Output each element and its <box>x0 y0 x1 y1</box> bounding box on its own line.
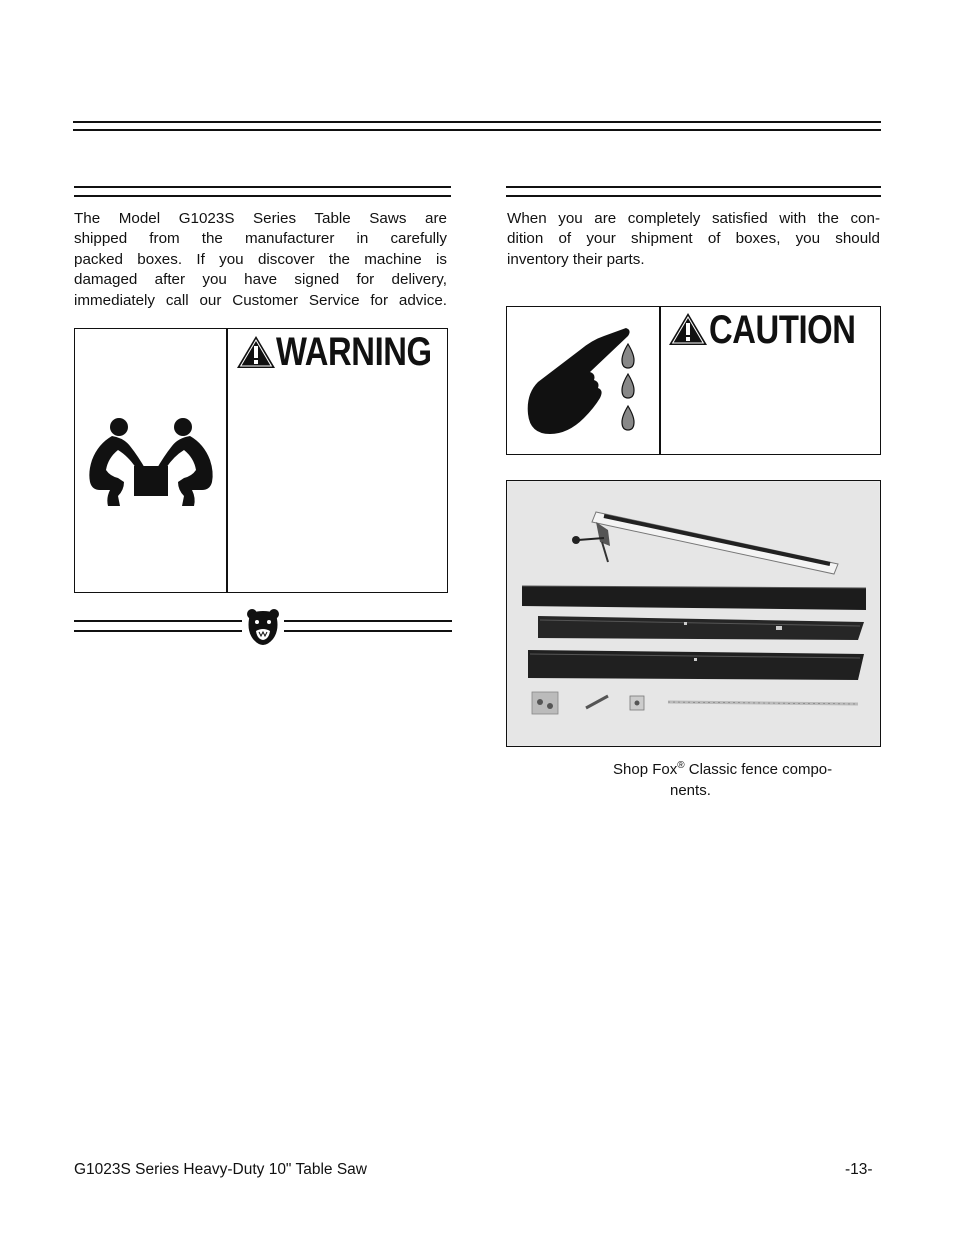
text-line: dition of your shipment of boxes, you should <box>507 230 880 248</box>
text-line: inventory their parts. <box>507 250 645 268</box>
page-number: -13- <box>845 1161 873 1178</box>
left-section-rule <box>74 186 451 188</box>
section-end-rule-right <box>284 620 452 622</box>
text-line: When you are completely satisfied with the con- <box>507 210 880 227</box>
bear-logo-icon <box>245 607 281 647</box>
section-end-rule-left <box>74 620 242 622</box>
fence-components-photo <box>508 482 879 745</box>
text-line: packed boxes. If you discover the machine is <box>74 250 447 268</box>
section-end-rule-right-2 <box>284 630 452 632</box>
hand-fluid-drops-icon <box>524 324 644 440</box>
caution-triangle-icon <box>667 311 709 347</box>
text-line: damaged after you have signed for delivery, <box>74 271 447 289</box>
figure-caption <box>613 755 873 801</box>
left-section-rule-2 <box>74 195 451 197</box>
warning-box-divider <box>226 328 228 593</box>
figure-caption-line-1 <box>613 755 873 780</box>
right-intro-paragraph <box>507 209 880 270</box>
header-rule-thick <box>73 121 881 123</box>
text-line: shipped from the manufacturer in carefully <box>74 230 447 248</box>
warning-label: WARNING <box>276 330 432 374</box>
right-section-rule <box>506 186 881 188</box>
right-section-rule-2 <box>506 195 881 197</box>
left-intro-paragraph <box>74 209 447 311</box>
registered-mark: ® <box>677 760 685 771</box>
text-line: immediately call our Customer Service for advice. <box>74 291 447 309</box>
header-rule-thin <box>73 129 881 131</box>
footer-title: G1023S Series Heavy-Duty 10" Table Saw <box>74 1161 367 1178</box>
caption-text: Classic fence compo- <box>684 761 833 778</box>
text-line: The Model G1023S Series Table Saws are <box>74 210 447 227</box>
caution-label: CAUTION <box>709 308 856 352</box>
caption-brand: Shop Fox <box>613 761 678 778</box>
caution-box-divider <box>659 306 661 455</box>
section-end-rule-left-2 <box>74 630 242 632</box>
warning-triangle-icon <box>235 334 277 370</box>
two-person-lift-icon <box>84 416 218 508</box>
figure-caption-line-2: nents. <box>670 782 711 799</box>
